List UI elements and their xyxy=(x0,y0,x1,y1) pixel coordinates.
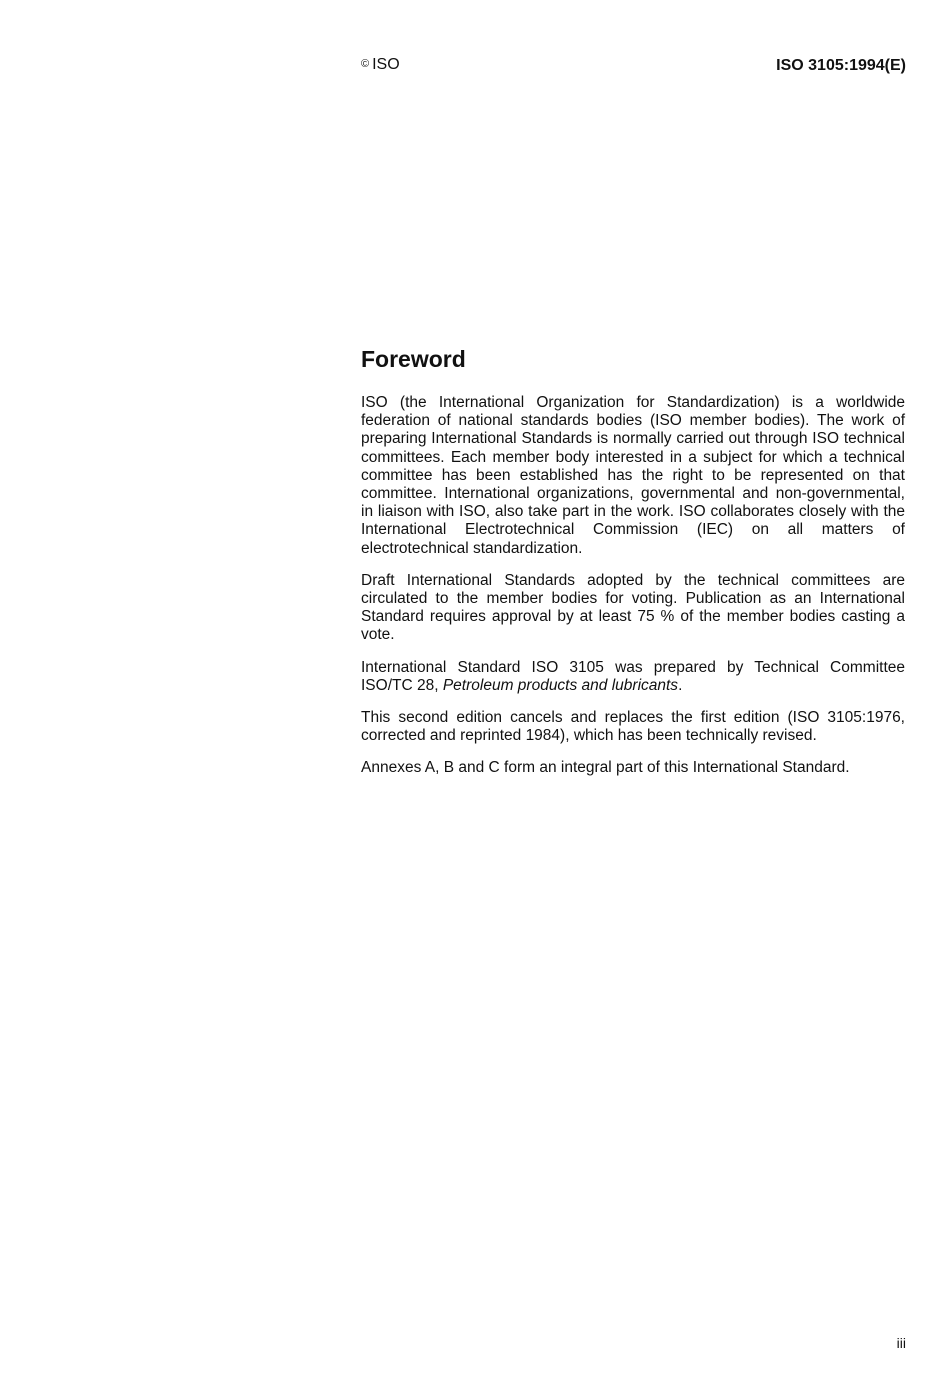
foreword-paragraph-4: This second edition cancels and replaces the first edition (ISO 3105:1976, corrected and reprinted 1984), which has been technically revised. xyxy=(361,709,905,745)
foreword-paragraph-3 xyxy=(361,659,905,695)
copyright-symbol: © xyxy=(361,58,370,70)
foreword-heading: Foreword xyxy=(361,346,466,372)
foreword-paragraph-1: ISO (the International Organization for Standardization) is a worldwide federation of national standards bodies (ISO member bodies). The work of preparing International Standards is normally carried out through ISO technical committees. Each member body interested in a subject for which a technical committee has been established has the right to be represented on that committee. International organizations, governmental and non-governmental, in liaison with ISO, also take part in the work. ISO collaborates closely with the International Electrotechnical Commission (IEC) on all matters of electrotechnical standardization. xyxy=(361,394,905,557)
committee-title: Petroleum products and lubricants xyxy=(442,676,679,694)
page-number: iii xyxy=(896,1335,906,1351)
foreword-section xyxy=(361,344,905,792)
document-id: ISO 3105:1994(E) xyxy=(776,57,906,74)
paragraph-3-text: International Standard ISO 3105 was prepared by Technical Committee ISO/TC 28, xyxy=(361,658,905,694)
foreword-paragraph-2: Draft International Standards adopted by the technical committees are circulated to the member bodies for voting. Publication as an International Standard requires approval by at least 75 % of the member bodies casting a vote. xyxy=(361,571,905,644)
paragraph-3-end: . xyxy=(678,676,683,694)
header-copyright xyxy=(361,54,400,75)
foreword-paragraph-5: Annexes A, B and C form an integral part of this International Standard. xyxy=(361,759,850,777)
copyright-org: ISO xyxy=(372,56,400,73)
